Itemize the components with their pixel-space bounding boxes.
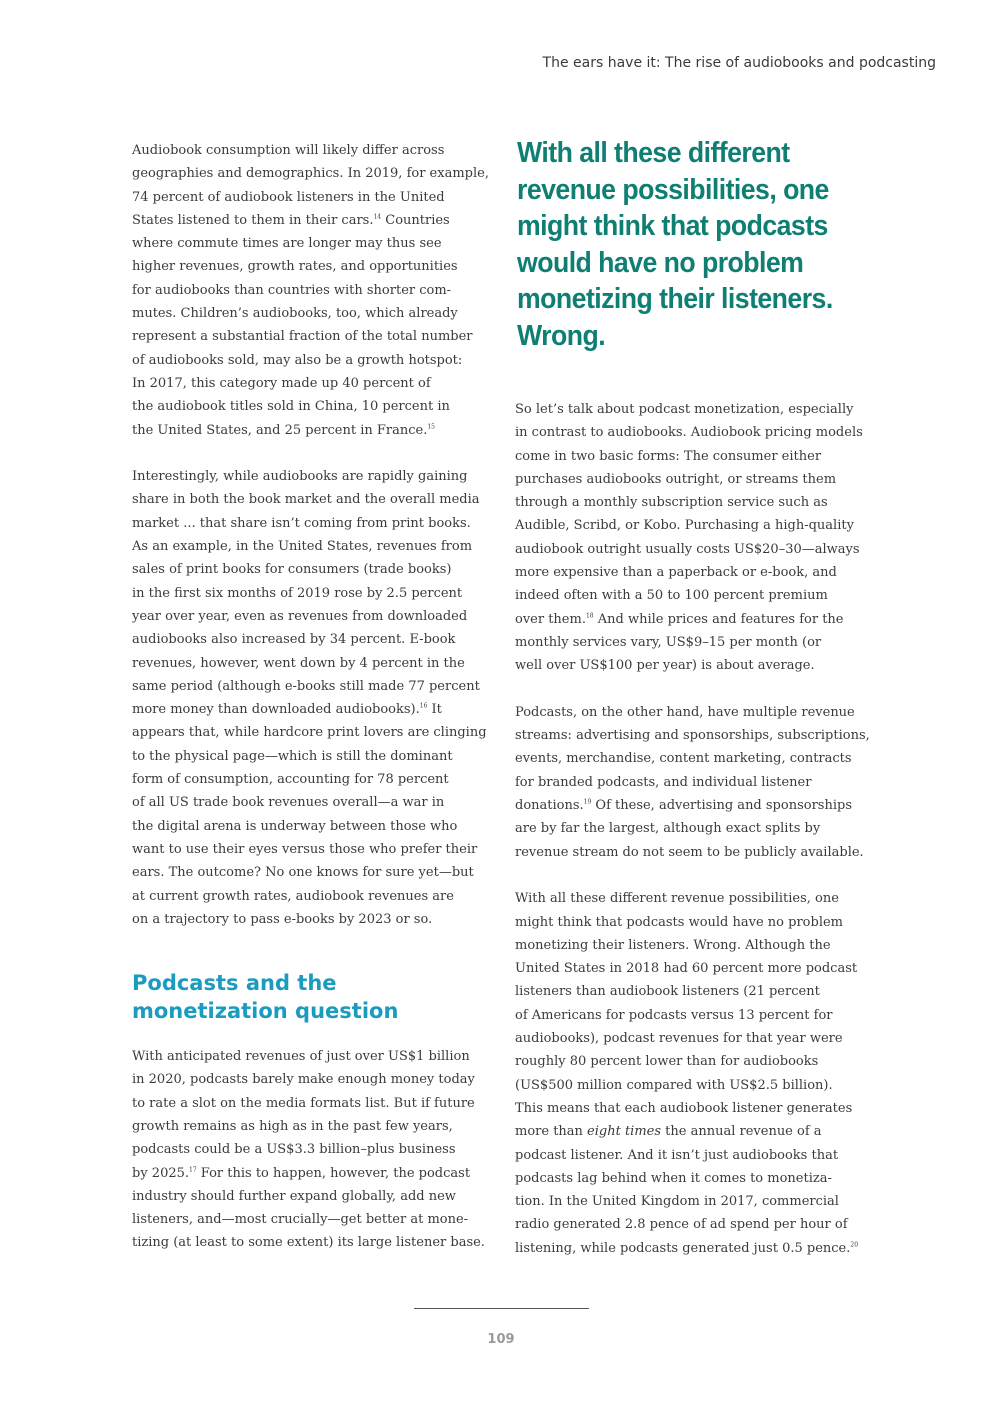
body-paragraph	[515, 701, 870, 864]
text-line: of Americans for podcasts versus 13 percent for	[515, 1007, 833, 1023]
text-line: tizing (at least to some extent) its large listener base.	[132, 1235, 485, 1251]
text-line: events, merchandise, content marketing, contracts	[515, 751, 852, 767]
text-fragment: States listened to them in their cars.	[132, 212, 374, 228]
text-line: indeed often with a 50 to 100 percent premium	[515, 588, 828, 604]
text-line: With all these different revenue possibilities, one	[515, 891, 839, 907]
text-line: In 2017, this category made up 40 percent of	[132, 375, 431, 391]
pull-quote-line: monetizing their listeners.	[517, 283, 833, 315]
text-line: revenue stream do not seem to be publicly available.	[515, 844, 864, 860]
text-line: are by far the largest, although exact splits by	[515, 821, 821, 837]
text-line: geographies and demographics. In 2019, for example,	[132, 166, 489, 182]
text-line: revenues, however, went down by 4 percent in the	[132, 655, 465, 671]
text-line: might think that podcasts would have no problem	[515, 914, 844, 930]
text-line: form of consumption, accounting for 78 percent	[132, 772, 449, 788]
body-paragraph	[132, 1045, 484, 1255]
text-line	[515, 608, 865, 631]
text-line: Audiobook consumption will likely differ across	[132, 143, 445, 158]
body-paragraph	[132, 465, 487, 931]
text-line: industry should further expand globally, add new	[132, 1188, 456, 1204]
text-line: sales of print books for consumers (trade books)	[132, 562, 452, 578]
text-line	[132, 698, 484, 721]
text-line: monthly services vary, US$9–15 per month (or	[515, 634, 822, 650]
heading-line: Podcasts and the	[132, 971, 337, 996]
text-line: Audible, Scribd, or Kobo. Purchasing a high-quality	[515, 518, 854, 534]
text-line: mutes. Children’s audiobooks, too, which already	[132, 306, 458, 322]
text-line: listeners than audiobook listeners (21 percent	[515, 984, 820, 1000]
text-line: 74 percent of audiobook listeners in the United	[132, 189, 445, 205]
text-fragment: the annual revenue of a	[661, 1124, 822, 1140]
text-line	[132, 419, 484, 442]
text-line: audiobooks), podcast revenues for that year were	[515, 1031, 843, 1047]
text-fragment: And while prices and features for the	[593, 611, 844, 627]
text-line: in contrast to audiobooks. Audiobook pricing models	[515, 425, 863, 441]
text-line: higher revenues, growth rates, and opportunities	[132, 259, 458, 275]
pull-quote-line: would have no problem	[517, 246, 804, 279]
text-fragment: over them.	[515, 611, 586, 627]
text-line: at current growth rates, audiobook revenues are	[132, 888, 454, 904]
text-line: radio generated 2.8 pence of ad spend per hour of	[515, 1217, 848, 1233]
text-line: With anticipated revenues of just over US$1 billion	[132, 1049, 470, 1065]
text-line: to rate a slot on the media formats list. But if future	[132, 1095, 475, 1111]
text-line: more expensive than a paperback or e-book, and	[515, 565, 837, 581]
text-line	[515, 1120, 865, 1143]
text-line: As an example, in the United States, revenues from	[132, 539, 473, 555]
pull-quote-line: might think that podcasts	[517, 210, 828, 242]
text-line: in the first six months of 2019 rose by 2.5 percent	[132, 585, 463, 601]
text-line: Podcasts, on the other hand, have multiple revenue	[515, 704, 855, 720]
section-heading	[132, 969, 484, 1025]
text-line: where commute times are longer may thus see	[132, 236, 442, 252]
pull-quote-line: revenue possibilities, one	[517, 173, 829, 206]
text-line: listeners, and—most crucially—get better at mone-	[132, 1212, 469, 1228]
text-line: tion. In the United Kingdom in 2017, commercial	[515, 1194, 839, 1210]
text-line: So let’s talk about podcast monetization, especially	[515, 402, 854, 417]
text-line: Interestingly, while audiobooks are rapidly gaining	[132, 469, 468, 485]
footnote-ref: 20	[850, 1241, 859, 1249]
text-line: appears that, while hardcore print lovers are clinging	[132, 725, 487, 741]
footer-divider	[414, 1308, 589, 1309]
text-line: for audiobooks than countries with shorter com-	[132, 282, 452, 298]
text-line: same period (although e-books still made 77 percent	[132, 678, 480, 694]
heading-line: monetization question	[132, 999, 399, 1024]
text-line: of audiobooks sold, may also be a growth hotspot:	[132, 352, 463, 368]
text-line: market ... that share isn’t coming from print books.	[132, 515, 471, 531]
text-fragment: by 2025.	[132, 1165, 190, 1181]
text-line: well over US$100 per year) is about average.	[515, 658, 815, 674]
text-fragment: the United States, and 25 percent in France.	[132, 422, 428, 438]
text-line: audiobooks also increased by 34 percent. E-book	[132, 632, 456, 648]
text-line: share in both the book market and the overall media	[132, 492, 480, 508]
pull-quote-line: Wrong.	[517, 319, 606, 352]
text-line: United States in 2018 had 60 percent more podcast	[515, 961, 858, 977]
text-line: podcasts could be a US$3.3 billion–plus business	[132, 1142, 456, 1158]
footnote-ref: 14	[373, 213, 382, 221]
page-number: 109	[487, 1332, 515, 1347]
text-line: monetizing their listeners. Wrong. Although the	[515, 937, 831, 953]
text-line: (US$500 million compared with US$2.5 billion).	[515, 1077, 833, 1093]
body-paragraph	[515, 887, 865, 1260]
footnote-ref: 18	[585, 612, 594, 620]
footnote-ref: 17	[189, 1166, 197, 1174]
text-line: This means that each audiobook listener generates	[515, 1100, 853, 1116]
text-fragment: more money than downloaded audiobooks).	[132, 702, 420, 718]
text-line: to the physical page—which is still the dominant	[132, 748, 453, 764]
text-line: of all US trade book revenues overall—a war in	[132, 795, 445, 811]
text-line: through a monthly subscription service such as	[515, 495, 828, 511]
text-line	[132, 1162, 484, 1185]
body-paragraph	[515, 398, 865, 678]
text-line: audiobook outright usually costs US$20–30—always	[515, 541, 860, 557]
text-line	[515, 794, 865, 817]
text-line: in 2020, podcasts barely make enough money today	[132, 1072, 475, 1088]
text-line: roughly 80 percent lower than for audiobooks	[515, 1054, 819, 1070]
left-column	[132, 139, 489, 1255]
text-line: the digital arena is underway between those who	[132, 818, 458, 834]
text-line: the audiobook titles sold in China, 10 percent in	[132, 399, 450, 415]
right-column	[515, 135, 870, 1260]
text-fragment: Countries	[381, 212, 450, 228]
text-line: growth remains as high as in the past few years,	[132, 1118, 453, 1134]
running-header: The ears have it: The rise of audiobooks and podcasting	[542, 55, 936, 71]
text-fragment: donations.	[515, 798, 584, 814]
text-line: ears. The outcome? No one knows for sure yet—but	[132, 865, 474, 881]
text-line: on a trajectory to pass e-books by 2023 or so.	[132, 911, 433, 927]
text-fragment: more than	[515, 1124, 588, 1140]
emphasis-text: eight times	[587, 1124, 662, 1140]
pull-quote-line: With all these different	[517, 137, 790, 169]
footnote-ref: 19	[583, 798, 592, 806]
footnote-ref: 16	[419, 702, 428, 710]
text-line: want to use their eyes versus those who prefer their	[132, 841, 478, 857]
text-line: purchases audiobooks outright, or streams them	[515, 471, 837, 487]
text-line: year over year, even as revenues from downloaded	[132, 608, 468, 624]
text-line: for branded podcasts, and individual listener	[515, 774, 812, 790]
text-line: podcasts lag behind when it comes to monetiza-	[515, 1170, 832, 1186]
body-paragraph	[132, 139, 489, 442]
pull-quote	[517, 135, 837, 354]
footnote-ref: 15	[427, 423, 435, 431]
text-line: come in two basic forms: The consumer either	[515, 448, 822, 464]
text-line: streams: advertising and sponsorships, subscriptions,	[515, 728, 870, 744]
text-fragment: For this to happen, however, the podcast	[196, 1165, 471, 1181]
text-line	[132, 209, 484, 232]
text-line: podcast listener. And it isn’t just audiobooks that	[515, 1147, 839, 1163]
text-line	[515, 1237, 865, 1260]
text-fragment: listening, while podcasts generated just 0.5 pence.	[515, 1240, 851, 1256]
text-fragment: Of these, advertising and sponsorships	[591, 798, 852, 814]
text-fragment: It	[427, 702, 442, 718]
text-line: represent a substantial fraction of the total number	[132, 329, 473, 345]
